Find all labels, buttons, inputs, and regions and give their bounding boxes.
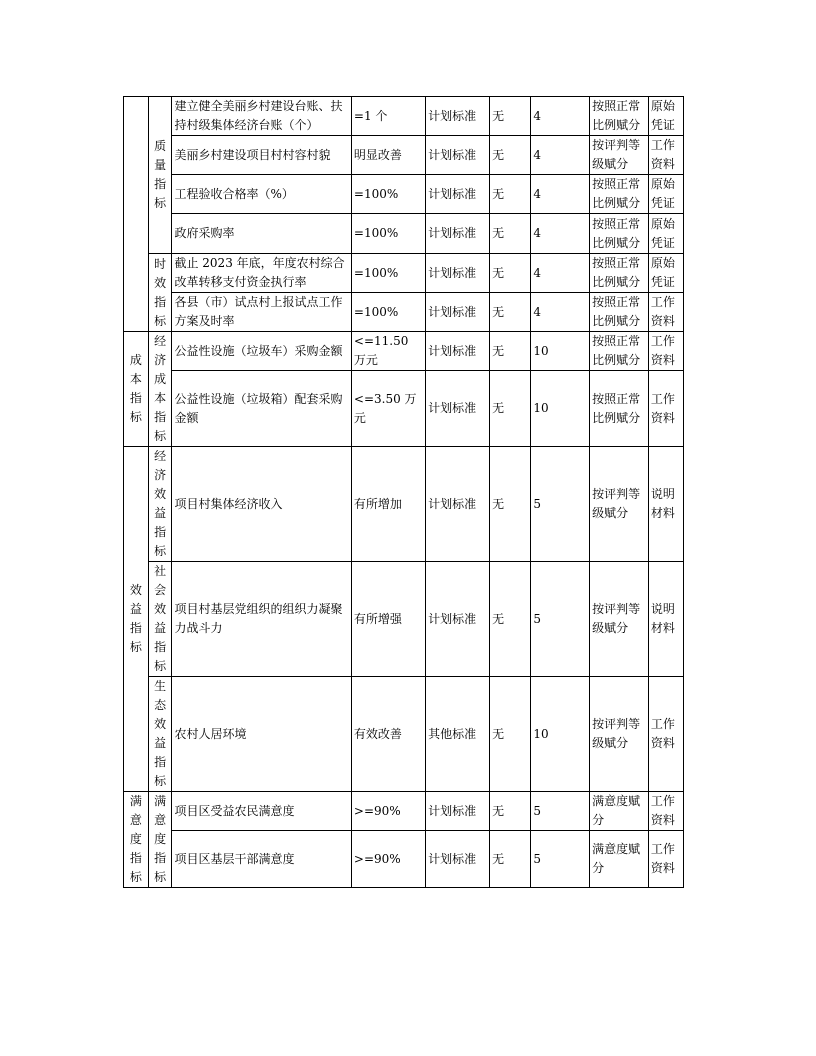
indicator-value: =100% <box>351 214 425 254</box>
indicator-basis: 工作资料 <box>648 293 683 332</box>
indicator-method: 按照正常比例赋分 <box>590 371 649 447</box>
indicator-note: 无 <box>490 293 531 332</box>
indicator-value: >=90% <box>351 831 425 888</box>
indicator-method: 按照正常比例赋分 <box>590 332 649 371</box>
indicator-method: 按评判等级赋分 <box>590 562 649 677</box>
indicator-standard: 计划标准 <box>426 447 490 562</box>
level2-timeliness-label: 时效指标 <box>148 254 172 332</box>
level2-economic-benefit-label: 经济效益指标 <box>148 447 172 562</box>
indicator-value: 明显改善 <box>351 136 425 175</box>
indicator-score: 10 <box>531 371 590 447</box>
indicator-method: 按照正常比例赋分 <box>590 175 649 214</box>
indicator-name: 美丽乡村建设项目村村容村貌 <box>172 136 351 175</box>
table-row <box>124 562 684 677</box>
indicator-standard: 计划标准 <box>426 831 490 888</box>
indicator-basis: 原始凭证 <box>648 254 683 293</box>
indicator-standard: 计划标准 <box>426 97 490 136</box>
level2-social-benefit-label: 社会效益指标 <box>148 562 172 677</box>
indicator-basis: 工作资料 <box>648 677 683 792</box>
indicator-value: =1 个 <box>351 97 425 136</box>
indicator-score: 10 <box>531 332 590 371</box>
indicator-note: 无 <box>490 254 531 293</box>
indicator-note: 无 <box>490 175 531 214</box>
indicator-basis: 原始凭证 <box>648 214 683 254</box>
indicator-standard: 计划标准 <box>426 254 490 293</box>
indicator-method: 满意度赋分 <box>590 792 649 831</box>
table-row <box>124 136 684 175</box>
indicator-value: 有效改善 <box>351 677 425 792</box>
table-row <box>124 371 684 447</box>
level2-economic-cost-label: 经济成本指标 <box>148 332 172 447</box>
indicator-basis: 工作资料 <box>648 792 683 831</box>
indicator-score: 4 <box>531 175 590 214</box>
table-row <box>124 293 684 332</box>
indicator-score: 5 <box>531 562 590 677</box>
indicator-value: =100% <box>351 293 425 332</box>
indicator-name: 项目村基层党组织的组织力凝聚力战斗力 <box>172 562 351 677</box>
table-row <box>124 97 684 136</box>
level1-satisfaction-label: 满意度指标 <box>124 792 149 888</box>
indicator-score: 4 <box>531 254 590 293</box>
indicator-name: 截止 2023 年底，年度农村综合改革转移支付资金执行率 <box>172 254 351 293</box>
indicator-value: 有所增强 <box>351 562 425 677</box>
indicator-score: 4 <box>531 97 590 136</box>
indicator-value: =100% <box>351 175 425 214</box>
indicator-standard: 计划标准 <box>426 792 490 831</box>
indicator-method: 按评判等级赋分 <box>590 447 649 562</box>
indicator-note: 无 <box>490 136 531 175</box>
indicator-value: <=3.50 万元 <box>351 371 425 447</box>
indicator-note: 无 <box>490 371 531 447</box>
indicator-basis: 原始凭证 <box>648 175 683 214</box>
indicator-value: =100% <box>351 254 425 293</box>
indicator-method: 按照正常比例赋分 <box>590 254 649 293</box>
indicator-name: 政府采购率 <box>172 214 351 254</box>
indicator-score: 10 <box>531 677 590 792</box>
indicator-standard: 计划标准 <box>426 562 490 677</box>
indicator-method: 满意度赋分 <box>590 831 649 888</box>
indicator-name: 农村人居环境 <box>172 677 351 792</box>
table-row <box>124 175 684 214</box>
indicator-name: 项目区受益农民满意度 <box>172 792 351 831</box>
indicator-note: 无 <box>490 792 531 831</box>
table-row <box>124 677 684 792</box>
table-row <box>124 831 684 888</box>
table-row <box>124 447 684 562</box>
indicator-method: 按评判等级赋分 <box>590 677 649 792</box>
indicator-value: <=11.50 万元 <box>351 332 425 371</box>
indicator-note: 无 <box>490 214 531 254</box>
indicator-name: 建立健全美丽乡村建设台账、扶持村级集体经济台账（个） <box>172 97 351 136</box>
indicator-basis: 工作资料 <box>648 136 683 175</box>
indicator-standard: 计划标准 <box>426 136 490 175</box>
indicator-basis: 说明材料 <box>648 447 683 562</box>
indicator-standard: 其他标准 <box>426 677 490 792</box>
level1-benefit-label: 效益指标 <box>124 447 149 792</box>
performance-indicator-table <box>123 96 684 888</box>
indicator-score: 5 <box>531 831 590 888</box>
indicator-method: 按照正常比例赋分 <box>590 97 649 136</box>
indicator-basis: 原始凭证 <box>648 97 683 136</box>
indicator-value: >=90% <box>351 792 425 831</box>
indicator-score: 4 <box>531 214 590 254</box>
indicator-standard: 计划标准 <box>426 214 490 254</box>
indicator-score: 5 <box>531 447 590 562</box>
indicator-score: 4 <box>531 136 590 175</box>
level2-eco-benefit-label: 生态效益指标 <box>148 677 172 792</box>
indicator-name: 各县（市）试点村上报试点工作方案及时率 <box>172 293 351 332</box>
indicator-note: 无 <box>490 97 531 136</box>
table-row <box>124 792 684 831</box>
indicator-standard: 计划标准 <box>426 293 490 332</box>
indicator-note: 无 <box>490 562 531 677</box>
level1-cost-label: 成本指标 <box>124 332 149 447</box>
indicator-value: 有所增加 <box>351 447 425 562</box>
indicator-basis: 说明材料 <box>648 562 683 677</box>
table-row <box>124 254 684 293</box>
indicator-name: 工程验收合格率（%） <box>172 175 351 214</box>
indicator-note: 无 <box>490 831 531 888</box>
table-row <box>124 214 684 254</box>
indicator-score: 5 <box>531 792 590 831</box>
indicator-method: 按评判等级赋分 <box>590 136 649 175</box>
indicator-note: 无 <box>490 332 531 371</box>
indicator-score: 4 <box>531 293 590 332</box>
indicator-basis: 工作资料 <box>648 371 683 447</box>
indicator-standard: 计划标准 <box>426 371 490 447</box>
indicator-note: 无 <box>490 677 531 792</box>
indicator-method: 按照正常比例赋分 <box>590 293 649 332</box>
indicator-standard: 计划标准 <box>426 332 490 371</box>
indicator-method: 按照正常比例赋分 <box>590 214 649 254</box>
indicator-standard: 计划标准 <box>426 175 490 214</box>
indicator-name: 公益性设施（垃圾箱）配套采购金额 <box>172 371 351 447</box>
level1-cell-output-continued <box>124 97 149 332</box>
indicator-name: 项目村集体经济收入 <box>172 447 351 562</box>
indicator-name: 项目区基层干部满意度 <box>172 831 351 888</box>
indicator-name: 公益性设施（垃圾车）采购金额 <box>172 332 351 371</box>
indicator-basis: 工作资料 <box>648 831 683 888</box>
indicator-note: 无 <box>490 447 531 562</box>
level2-quality-label: 质量指标 <box>148 97 172 254</box>
indicator-basis: 工作资料 <box>648 332 683 371</box>
level2-satisfaction-label: 满意度指标 <box>148 792 172 888</box>
table-row <box>124 332 684 371</box>
